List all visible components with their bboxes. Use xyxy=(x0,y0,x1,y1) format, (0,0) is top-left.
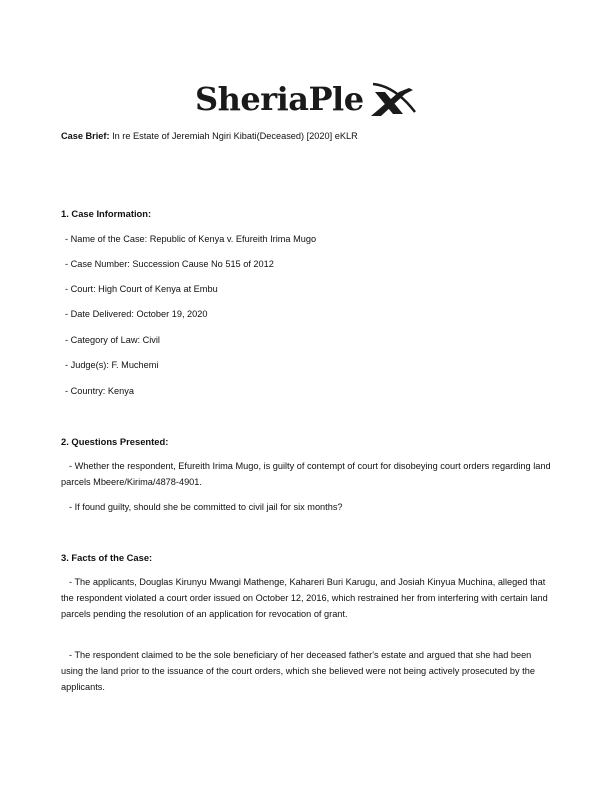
case-info-number: - Case Number: Succession Cause No 515 of 2012 xyxy=(65,259,274,269)
case-brief-label: Case Brief: xyxy=(61,131,110,141)
section-heading-case-information: 1. Case Information: xyxy=(61,208,152,219)
case-brief-text: In re Estate of Jeremiah Ngiri Kibati(Deceased) [2020] eKLR xyxy=(109,131,358,141)
case-info-judges: - Judge(s): F. Muchemi xyxy=(65,360,159,370)
question-item: - If found guilty, should she be committed to civil jail for six months? xyxy=(69,502,343,512)
section-heading-questions-presented: 2. Questions Presented: xyxy=(61,436,169,447)
case-brief-title xyxy=(61,131,358,141)
logo-text: SheriaPle xyxy=(195,80,364,118)
fact-item: - The applicants, Douglas Kirunyu Mwangi Mathenge, Kahareri Buri Karugu, and Josiah Kinyua Muchina, alleged that the respondent violated a court order issued on October 12, 2016, which restrained her from interfering with certain land parcels pending the resolution of an application for revocation of grant. xyxy=(61,577,548,619)
fact-item: - The respondent claimed to be the sole beneficiary of her deceased father's estate and argued that she had been using the land prior to the issuance of the court orders, which she believed were not being actively prosecuted by the applicants. xyxy=(61,650,535,692)
case-info-date: - Date Delivered: October 19, 2020 xyxy=(65,309,208,319)
sheriaplex-logo xyxy=(195,78,425,120)
case-info-country: - Country: Kenya xyxy=(65,386,134,396)
case-info-court: - Court: High Court of Kenya at Embu xyxy=(65,284,218,294)
case-info-name: - Name of the Case: Republic of Kenya v. Efureith Irima Mugo xyxy=(65,234,317,244)
case-info-category: - Category of Law: Civil xyxy=(65,335,160,345)
section-heading-facts: 3. Facts of the Case: xyxy=(61,552,153,563)
question-item: - Whether the respondent, Efureith Irima Mugo, is guilty of contempt of court for disobeying court orders regarding land parcels Mbeere/Kirima/4878-4901. xyxy=(61,461,551,487)
logo-x-mark-icon xyxy=(369,78,417,120)
